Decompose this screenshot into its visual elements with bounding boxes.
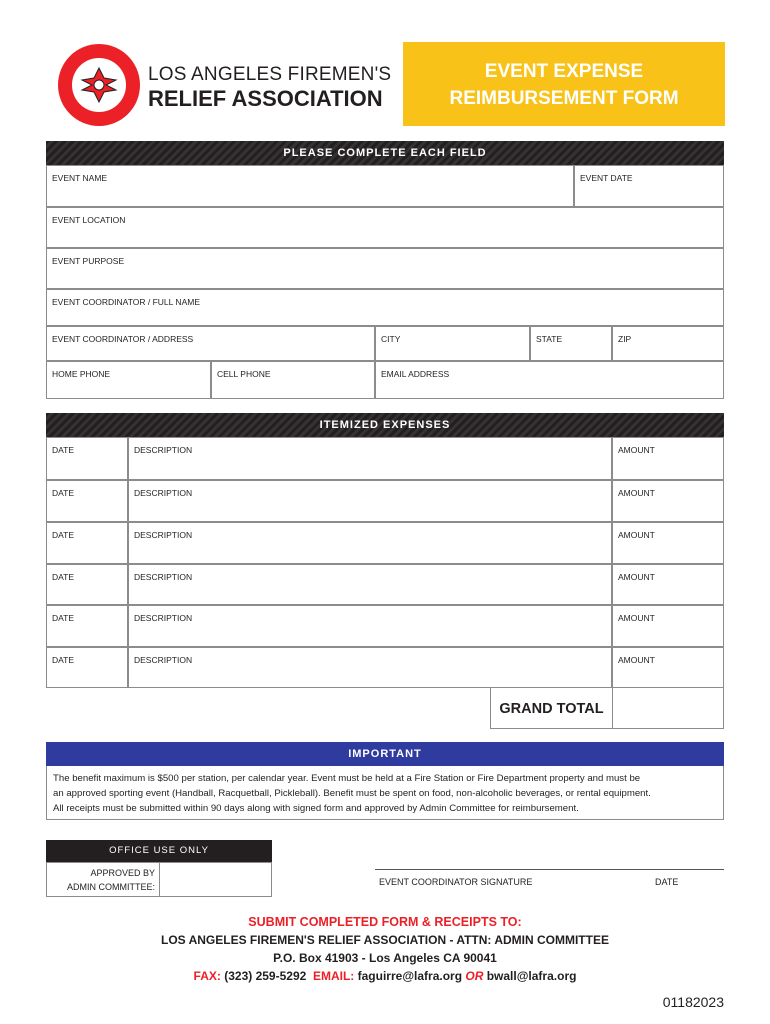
expense-amount-field[interactable] <box>612 605 724 647</box>
date-label: DATE <box>52 572 75 582</box>
expense-description-field[interactable] <box>128 437 612 480</box>
expense-description-field[interactable] <box>128 605 612 647</box>
expense-date-field[interactable] <box>46 647 128 688</box>
grand-total-label: GRAND TOTAL <box>491 688 613 728</box>
cell-phone-field[interactable] <box>211 361 375 399</box>
zip-label: ZIP <box>618 334 632 344</box>
important-text-line2: an approved sporting event (Handball, Racquetball, Pickleball). Benefit must be spent on food, non-alcoholic beverages, or rental equipment. <box>53 788 651 799</box>
complete-fields-header: PLEASE COMPLETE EACH FIELD <box>46 141 724 165</box>
event-location-field[interactable] <box>46 207 724 248</box>
expense-date-field[interactable] <box>46 564 128 605</box>
home-phone-label: HOME PHONE <box>52 369 111 379</box>
office-use-box <box>46 862 272 897</box>
expense-description-field[interactable] <box>128 647 612 688</box>
description-label: DESCRIPTION <box>134 445 193 455</box>
date-label: DATE <box>52 655 75 665</box>
approved-by-label <box>47 863 160 896</box>
date-label: DATE <box>52 530 75 540</box>
email-link-2[interactable]: bwall@lafra.org <box>486 969 577 983</box>
fax-number: (323) 259-5292 <box>224 969 307 983</box>
state-label: STATE <box>536 334 563 344</box>
expense-date-field[interactable] <box>46 605 128 647</box>
org-name-line1: LOS ANGELES FIREMEN'S <box>148 64 392 85</box>
description-label: DESCRIPTION <box>134 530 193 540</box>
amount-label: AMOUNT <box>618 572 655 582</box>
expense-description-field[interactable] <box>128 564 612 605</box>
expense-date-field[interactable] <box>46 437 128 480</box>
email-address-field[interactable] <box>375 361 724 399</box>
amount-label: AMOUNT <box>618 655 655 665</box>
signature-line[interactable] <box>375 869 724 870</box>
email-link-1[interactable]: faguirre@lafra.org <box>357 969 463 983</box>
coordinator-name-label: EVENT COORDINATOR / FULL NAME <box>52 297 200 307</box>
approval-field[interactable] <box>161 863 271 896</box>
important-header: IMPORTANT <box>46 742 724 766</box>
home-phone-field[interactable] <box>46 361 211 399</box>
expense-amount-field[interactable] <box>612 522 724 564</box>
date-label: DATE <box>52 445 75 455</box>
expense-amount-field[interactable] <box>612 647 724 688</box>
expense-amount-field[interactable] <box>612 480 724 522</box>
expense-date-field[interactable] <box>46 522 128 564</box>
office-use-header: OFFICE USE ONLY <box>46 840 272 862</box>
event-date-label: EVENT DATE <box>580 173 633 183</box>
city-label: CITY <box>381 334 401 344</box>
important-notice <box>46 766 724 820</box>
event-purpose-field[interactable] <box>46 248 724 289</box>
cell-phone-label: CELL PHONE <box>217 369 271 379</box>
expense-description-field[interactable] <box>128 522 612 564</box>
zip-field[interactable] <box>612 326 724 361</box>
signature-date-label: DATE <box>655 877 679 887</box>
form-title <box>403 42 725 126</box>
org-name-line2: RELIEF ASSOCIATION <box>148 86 383 111</box>
expense-date-field[interactable] <box>46 480 128 522</box>
approved-by-line2: ADMIN COMMITTEE: <box>67 882 155 892</box>
event-purpose-label: EVENT PURPOSE <box>52 256 125 266</box>
coordinator-address-label: EVENT COORDINATOR / ADDRESS <box>52 334 194 344</box>
submit-heading: SUBMIT COMPLETED FORM & RECEIPTS TO: <box>248 915 522 929</box>
coordinator-signature-label: EVENT COORDINATOR SIGNATURE <box>379 877 533 887</box>
event-date-field[interactable] <box>574 165 724 207</box>
description-label: DESCRIPTION <box>134 655 193 665</box>
city-field[interactable] <box>375 326 530 361</box>
description-label: DESCRIPTION <box>134 613 193 623</box>
important-text-line1: The benefit maximum is $500 per station, per calendar year. Event must be held at a Fire Station or Fire Department property and must be <box>53 773 641 784</box>
amount-label: AMOUNT <box>618 488 655 498</box>
email-label: EMAIL: <box>312 969 355 983</box>
amount-label: AMOUNT <box>618 613 655 623</box>
approved-by-line1: APPROVED BY <box>90 868 155 878</box>
event-name-field[interactable] <box>46 165 574 207</box>
description-label: DESCRIPTION <box>134 572 193 582</box>
important-text-line3: All receipts must be submitted within 90 days along with signed form and approved by Admin Committee for reimbursement. <box>53 803 579 814</box>
event-name-label: EVENT NAME <box>52 173 108 183</box>
submit-attn: LOS ANGELES FIREMEN'S RELIEF ASSOCIATION - ATTN: ADMIN COMMITTEE <box>161 933 609 947</box>
event-location-label: EVENT LOCATION <box>52 215 126 225</box>
expense-amount-field[interactable] <box>612 437 724 480</box>
submit-contact <box>0 969 770 983</box>
coordinator-name-field[interactable] <box>46 289 724 326</box>
maltese-cross-icon <box>80 66 118 104</box>
date-label: DATE <box>52 613 75 623</box>
email-address-label: EMAIL ADDRESS <box>381 369 450 379</box>
itemized-expenses-header: ITEMIZED EXPENSES <box>46 413 724 437</box>
coordinator-address-field[interactable] <box>46 326 375 361</box>
form-title-line2: REIMBURSEMENT FORM <box>449 88 679 109</box>
document-number: 01182023 <box>662 994 724 1010</box>
fax-label: FAX: <box>193 969 221 983</box>
expense-description-field[interactable] <box>128 480 612 522</box>
grand-total-field[interactable] <box>490 687 724 729</box>
form-title-line1: EVENT EXPENSE <box>484 61 644 82</box>
association-seal-logo <box>58 44 140 126</box>
expense-amount-field[interactable] <box>612 564 724 605</box>
date-label: DATE <box>52 488 75 498</box>
description-label: DESCRIPTION <box>134 488 193 498</box>
state-field[interactable] <box>530 326 612 361</box>
or-text: OR <box>465 969 484 983</box>
amount-label: AMOUNT <box>618 445 655 455</box>
submit-address: P.O. Box 41903 - Los Angeles CA 90041 <box>273 951 497 965</box>
amount-label: AMOUNT <box>618 530 655 540</box>
